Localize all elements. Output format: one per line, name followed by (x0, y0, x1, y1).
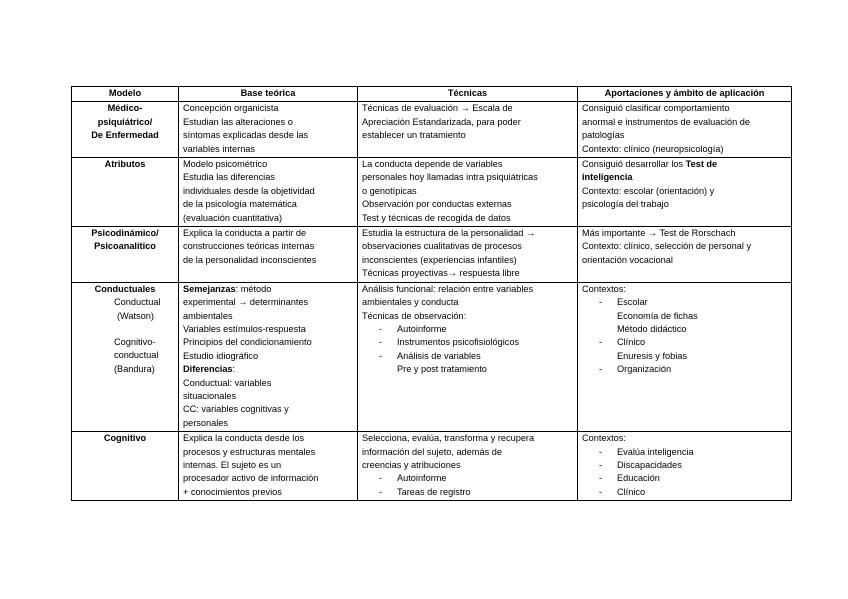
table-row (72, 432, 792, 501)
list-item (362, 486, 573, 499)
model-subtext: Cognitivo- (114, 336, 156, 347)
list-item-label: Análisis de variables (397, 350, 481, 361)
cell-text: Selecciona, evalúa, transforma y recupera (362, 433, 535, 444)
cell-text: Principios del condicionamiento (183, 337, 312, 348)
cell-text: inconscientes (experiencias infantiles) (362, 254, 517, 265)
model-text: Psicoanalítico (94, 241, 156, 252)
cell-text: Contexto: escolar (orientación) y (582, 185, 715, 196)
table-row (72, 102, 792, 158)
list-item (582, 363, 787, 376)
tecnicas-cell (358, 102, 578, 158)
bold-term: Diferencias (183, 364, 233, 375)
cell-text: internas. El sujeto es un (183, 459, 282, 470)
dash-bullet: - (379, 473, 383, 484)
list-item-continuation: Pre y post tratamiento (397, 364, 487, 375)
cell-text: Análisis funcional: relación entre variables (362, 283, 534, 294)
cell-text: procesos y estructuras mentales (183, 446, 316, 457)
header-modelo: Modelo (72, 87, 179, 102)
cell-text: La conducta depende de variables (362, 159, 503, 170)
cell-text: experimental → determinantes (183, 297, 309, 308)
list-item-label: Evalúa inteligencia (617, 446, 694, 457)
cell-text: Test y técnicas de recogida de datos (362, 212, 511, 223)
list-item-label: Discapacidades (617, 459, 682, 470)
bold-term: Test de (685, 159, 718, 170)
header-aportaciones: Aportaciones y ámbito de aplicación (578, 87, 792, 102)
header-row (72, 87, 792, 102)
dash-bullet: - (599, 459, 603, 470)
list-item-label: Autoinforme (397, 323, 447, 334)
model-text: Conductuales (94, 283, 156, 294)
cell-text: o genotípicas (362, 185, 417, 196)
bold-term: Semejanzas (183, 283, 236, 294)
base-cell (179, 432, 358, 501)
bold-term: inteligencia (582, 172, 633, 183)
aportaciones-cell (578, 227, 792, 283)
list-item (362, 323, 573, 336)
model-subtext: conductual (114, 350, 159, 361)
table-row (72, 158, 792, 227)
dash-bullet: - (379, 323, 383, 334)
cell-text: observaciones cualitativas de procesos (362, 241, 522, 252)
cell-text: Observación por conductas externas (362, 199, 512, 210)
tecnicas-cell (358, 227, 578, 283)
cell-text: Concepción organicista (183, 103, 279, 114)
cell-text: situacionales (183, 390, 237, 401)
model-text: Cognitivo (103, 433, 147, 444)
cell-text: patologías (582, 130, 625, 141)
cell-text: Más importante → Test de Rorschach (582, 228, 736, 239)
cell-text: Técnicas de evaluación → Escala de (362, 103, 513, 114)
cell-text-part: : (232, 364, 236, 375)
list-item-label: Tareas de registro (397, 486, 471, 497)
cell-text: Estudian las alteraciones o (183, 116, 293, 127)
dash-bullet: - (599, 446, 603, 457)
list-item-label: Clínico (617, 337, 646, 348)
cell-text: variables internas (183, 143, 256, 154)
list-item-label: Educación (617, 473, 660, 484)
base-cell (179, 282, 358, 431)
model-text: Médico- (107, 103, 143, 114)
cell-text: Variables estímulos-respuesta (183, 323, 306, 334)
model-cell (72, 158, 179, 227)
dash-bullet: - (599, 486, 603, 497)
cell-text: Explica la conducta a partir de (183, 228, 307, 239)
base-cell (179, 102, 358, 158)
list-item (362, 472, 573, 485)
cell-text: información del sujeto, además de (362, 446, 502, 457)
cell-text (183, 363, 353, 376)
list-item (582, 296, 787, 309)
cell-text: de la psicología matemática (183, 199, 297, 210)
table-row (72, 282, 792, 431)
cell-text-part: Consiguió desarrollar los (582, 159, 686, 170)
list-item (362, 350, 573, 363)
cell-text: Modelo psicométrico (183, 159, 268, 170)
model-text: Atributos (104, 159, 146, 170)
list-subitem: Método didáctico (617, 323, 687, 334)
model-cell (72, 282, 179, 431)
model-subtext: Conductual (114, 297, 161, 308)
header-tecnicas: Técnicas (358, 87, 578, 102)
cell-text: Consiguió clasificar comportamiento (582, 103, 730, 114)
cell-text: Estudia las diferencias (183, 172, 275, 183)
cell-text: Técnicas de observación: (362, 310, 467, 321)
list-item (582, 336, 787, 349)
cell-text: psicología del trabajo (582, 199, 669, 210)
cell-text: Técnicas proyectivas→ respuesta libre (362, 268, 520, 279)
cell-text: establecer un tratamiento (362, 130, 466, 141)
list-item-label: Instrumentos psicofisiológicos (397, 337, 520, 348)
cell-text: Apreciación Estandarizada, para poder (362, 116, 521, 127)
cell-text: construcciones teóricas internas (183, 241, 315, 252)
cell-text: Conductual: variables (183, 377, 272, 388)
list-item (582, 459, 787, 472)
cell-text: ambientales y conducta (362, 297, 459, 308)
model-cell (72, 227, 179, 283)
base-cell (179, 227, 358, 283)
dash-bullet: - (379, 486, 383, 497)
list-item-label: Clínico (617, 486, 646, 497)
aportaciones-cell (578, 282, 792, 431)
cell-text: Explica la conducta desde los (183, 433, 305, 444)
cell-text-part: : método (235, 283, 272, 294)
spacer (76, 323, 174, 336)
aportaciones-cell (578, 158, 792, 227)
tecnicas-cell (358, 282, 578, 431)
model-cell (72, 432, 179, 501)
cell-text: orientación vocacional (582, 254, 673, 265)
list-item (362, 336, 573, 349)
cell-text (183, 283, 353, 296)
cell-text: Contexto: clínico (neuropsicología) (582, 143, 724, 154)
cell-text: Estudio idiográfico (183, 350, 259, 361)
list-subitem: Enuresis y fobias (617, 350, 687, 361)
cell-text: síntomas explicadas desde las (183, 130, 309, 141)
cell-text (582, 158, 787, 171)
dash-bullet: - (599, 337, 603, 348)
model-cell (72, 102, 179, 158)
model-text: Psicodinámico/ (91, 228, 159, 239)
cell-text: ambientales (183, 310, 233, 321)
model-subtext: (Bandura) (114, 363, 155, 374)
cell-text: Contextos: (582, 433, 626, 444)
tecnicas-cell (358, 158, 578, 227)
list-item (582, 446, 787, 459)
list-item-label: Organización (617, 364, 672, 375)
cell-text: individuales desde la objetividad (183, 185, 315, 196)
cell-text: procesador activo de información (183, 473, 319, 484)
cell-text: Contextos: (582, 283, 626, 294)
list-item-label: Escolar (617, 297, 648, 308)
list-item-label: Autoinforme (397, 473, 447, 484)
dash-bullet: - (379, 350, 383, 361)
tecnicas-cell (358, 432, 578, 501)
header-base-teorica: Base teórica (179, 87, 358, 102)
base-cell (179, 158, 358, 227)
table-row (72, 227, 792, 283)
cell-text: + conocimientos previos (183, 486, 282, 497)
dash-bullet: - (599, 297, 603, 308)
dash-bullet: - (599, 473, 603, 484)
model-subtext: (Watson) (117, 310, 154, 321)
aportaciones-cell (578, 102, 792, 158)
cell-text: Estudia la estructura de la personalidad → (362, 228, 536, 239)
list-item (582, 486, 787, 499)
dash-bullet: - (599, 364, 603, 375)
cell-text: (evaluación cuantitativa) (183, 212, 283, 223)
cell-text: creencias y atribuciones (362, 459, 461, 470)
cell-text: anormal e instrumentos de evaluación de (582, 116, 751, 127)
aportaciones-cell (578, 432, 792, 501)
model-text: psiquiátrico/ (97, 116, 153, 127)
list-subitem: Economía de fichas (617, 310, 698, 321)
dash-bullet: - (379, 337, 383, 348)
cell-text: Contexto: clínico, selección de personal y (582, 241, 752, 252)
list-item (582, 472, 787, 485)
cell-text: personales (183, 417, 228, 428)
cell-text: de la personalidad inconscientes (183, 254, 317, 265)
model-text: De Enfermedad (91, 130, 159, 141)
cell-text: personales hoy llamadas intra psiquiátricas (362, 172, 538, 183)
models-table (71, 86, 792, 501)
cell-text: CC: variables cognitivas y (183, 404, 289, 415)
